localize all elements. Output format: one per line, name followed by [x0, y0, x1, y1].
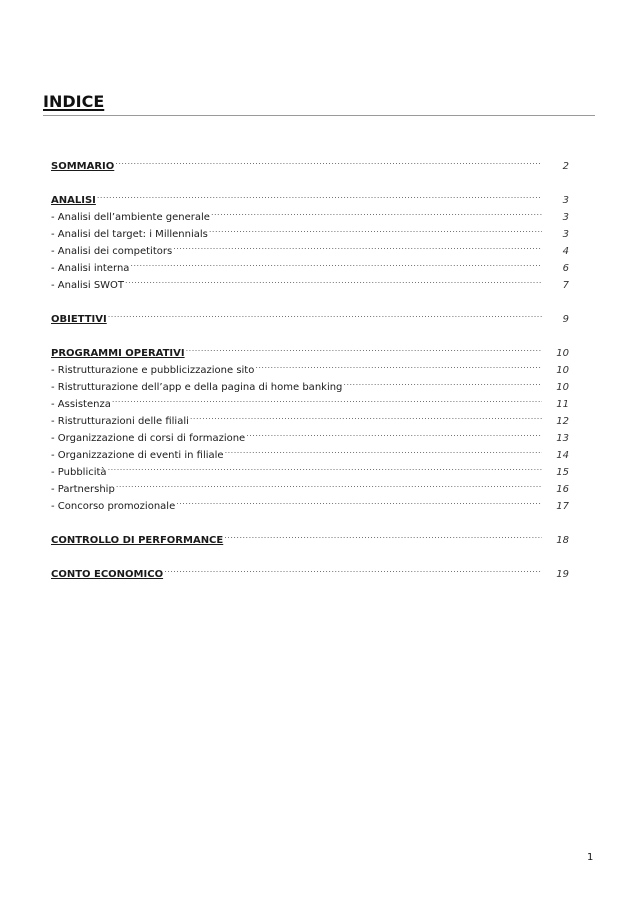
toc-entry-label: - Analisi dell’ambiente generale	[51, 212, 210, 223]
toc-section	[51, 339, 569, 512]
toc-dot-leader	[125, 271, 542, 288]
toc-heading-entry[interactable]	[51, 186, 569, 206]
toc-dot-leader	[343, 373, 542, 390]
toc-entry-label: - Ristrutturazioni delle filiali	[51, 416, 189, 427]
toc-dot-leader	[108, 305, 542, 322]
toc-entry-label: - Analisi del target: i Millennials	[51, 229, 208, 240]
toc-dot-leader	[116, 475, 542, 492]
toc-dot-leader	[224, 526, 542, 543]
toc-entry-label: ANALISI	[51, 195, 96, 206]
toc-entry-page-number: 4	[562, 246, 569, 257]
toc-section	[51, 305, 569, 325]
toc-entry-page-number: 19	[556, 569, 569, 580]
toc-entry-page-number: 2	[562, 161, 569, 172]
toc-subentry[interactable]	[51, 492, 569, 512]
toc-subentry[interactable]	[51, 390, 569, 410]
toc-section	[51, 152, 569, 172]
toc-entry-label: - Ristrutturazione dell’app e della pagina di home banking	[51, 382, 343, 393]
toc-section	[51, 526, 569, 546]
toc-subentry[interactable]	[51, 475, 569, 495]
toc-dot-leader	[176, 492, 542, 509]
toc-entry-page-number: 13	[556, 433, 569, 444]
toc-entry-page-number: 10	[556, 382, 569, 393]
toc-dot-leader	[190, 407, 542, 424]
toc-entry-page-number: 3	[562, 212, 569, 223]
toc-entry-label: - Analisi interna	[51, 263, 130, 274]
toc-entry-page-number: 12	[556, 416, 569, 427]
toc-dot-leader	[246, 424, 542, 441]
page-title: INDICE	[43, 92, 105, 111]
title-divider	[43, 115, 595, 116]
toc-subentry[interactable]	[51, 407, 569, 427]
toc-entry-label: - Analisi dei competitors	[51, 246, 173, 257]
toc-heading-entry[interactable]	[51, 526, 569, 546]
page-number: 1	[587, 852, 594, 863]
toc-dot-leader	[115, 152, 542, 169]
toc-entry-label: CONTO ECONOMICO	[51, 569, 164, 580]
toc-entry-page-number: 3	[562, 229, 569, 240]
toc-dot-leader	[164, 560, 542, 577]
toc-dot-leader	[108, 458, 542, 475]
toc-entry-page-number: 7	[562, 280, 569, 291]
toc-subentry[interactable]	[51, 271, 569, 291]
toc-subentry[interactable]	[51, 458, 569, 478]
toc-entry-label: - Analisi SWOT	[51, 280, 125, 291]
toc-entry-page-number: 17	[556, 501, 569, 512]
toc-entry-page-number: 15	[556, 467, 569, 478]
toc-entry-page-number: 16	[556, 484, 569, 495]
toc-entry-page-number: 6	[562, 263, 569, 274]
toc-entry-label: - Organizzazione di corsi di formazione	[51, 433, 246, 444]
toc-heading-entry[interactable]	[51, 339, 569, 359]
toc-heading-entry[interactable]	[51, 305, 569, 325]
toc-dot-leader	[255, 356, 542, 373]
toc-entry-page-number: 18	[556, 535, 569, 546]
toc-entry-label: - Ristrutturazione e pubblicizzazione sito	[51, 365, 255, 376]
toc-section	[51, 560, 569, 580]
toc-entry-label: - Assistenza	[51, 399, 111, 410]
toc-subentry[interactable]	[51, 203, 569, 223]
toc-dot-leader	[209, 220, 542, 237]
toc-entry-label: OBIETTIVI	[51, 314, 107, 325]
toc-heading-entry[interactable]	[51, 152, 569, 172]
toc-entry-label: - Organizzazione di eventi in filiale	[51, 450, 224, 461]
toc-entry-label: - Partnership	[51, 484, 115, 495]
toc-entry-label: - Pubblicità	[51, 467, 107, 478]
toc-heading-entry[interactable]	[51, 560, 569, 580]
toc-dot-leader	[112, 390, 542, 407]
toc-dot-leader	[97, 186, 542, 203]
toc-section	[51, 186, 569, 291]
toc-dot-leader	[211, 203, 542, 220]
toc-entry-page-number: 14	[556, 450, 569, 461]
toc-entry-page-number: 11	[556, 399, 569, 410]
toc-dot-leader	[130, 254, 542, 271]
toc-dot-leader	[186, 339, 542, 356]
toc-dot-leader	[225, 441, 542, 458]
toc-entry-page-number: 9	[562, 314, 569, 325]
toc-entry-label: SOMMARIO	[51, 161, 115, 172]
toc-entry-page-number: 10	[556, 365, 569, 376]
table-of-contents	[51, 152, 569, 594]
toc-entry-page-number: 10	[556, 348, 569, 359]
toc-entry-page-number: 3	[562, 195, 569, 206]
toc-entry-label: - Concorso promozionale	[51, 501, 176, 512]
toc-entry-label: PROGRAMMI OPERATIVI	[51, 348, 185, 359]
toc-entry-label: CONTROLLO DI PERFORMANCE	[51, 535, 224, 546]
toc-dot-leader	[173, 237, 542, 254]
